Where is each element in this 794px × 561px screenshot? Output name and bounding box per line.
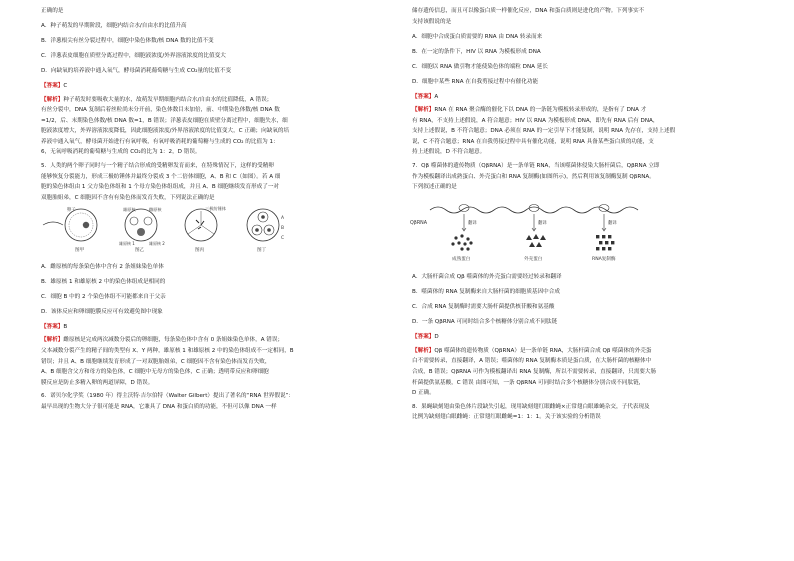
answer-label: 【答案】 <box>41 82 64 89</box>
q7-stem-line: 下列叙述正确的是 <box>412 184 457 191</box>
answer-label: 【答案】 <box>412 93 435 100</box>
pronucleus-shape <box>83 222 89 228</box>
q6-analysis-line <box>412 105 768 116</box>
q6-stem-line: 支持该假说的是 <box>412 18 452 25</box>
label-translate-1: 翻译 <box>468 220 477 226</box>
rna-strand <box>430 207 638 213</box>
q5-analysis-line: 膜反应是防止多精入卵的两道屏障，D 错误。 <box>41 379 154 386</box>
q5-option-d: D．该体反应和卵细胞膜反应可有效避免图中现象 <box>41 308 163 315</box>
q4-analysis-line: 有丝分裂中，DNA 复制后着丝粒尚未分开前，染色体数目未加倍，前、中期染色体数/核 DNA 数 <box>41 107 280 114</box>
q6-answer <box>412 92 768 103</box>
q5-stem-line: 能够恢复分裂能力，形成三极纺锤体并最终分裂成 3 个二倍体细胞，A、B 和 C（如图）。若 A 细 <box>41 173 281 180</box>
q7-option-b: B．噬菌体的 RNA 复制酶来自大肠杆菌的细胞质基因中合成 <box>412 289 560 296</box>
ribosome-shape <box>459 204 469 211</box>
translation-diagram <box>412 196 768 268</box>
fertilization-figure <box>41 205 397 257</box>
answer-value: B <box>63 323 68 330</box>
q6-option-b: B．在一定的条件下，HIV 以 RNA 为模板形成 DNA <box>412 48 541 55</box>
answer-value: D <box>434 334 439 341</box>
label-egg: 卵子 <box>67 208 76 214</box>
q4-analysis-line: 养液中通入氧气，酵母菌开始进行有氧呼吸，有氧呼吸消耗的葡萄糖与生成的 CO₂ 的比值为 1： <box>41 138 279 145</box>
analysis-text: Qβ 噬菌体的遗传物质（QβRNA）是一条单链 RNA，大肠杆菌合成 Qβ 噬菌体的外壳蛋 <box>434 347 652 354</box>
q8-stem-line: 比例为缺刻翅白眼雌蝇：正常翅红眼雌蝇=1：1：1。关于该实验的分析错误 <box>412 414 601 421</box>
q4-stem: 正确的是 <box>41 8 64 14</box>
q7-stem-line: 7．Qβ 噬菌体的遗传物质（QβRNA）是一条单链 RNA，当该噬菌体侵染大肠杆菌后，QβRNA 立即 <box>412 163 660 170</box>
q4-option-c: C．洋葱表皮细胞在质壁分离过程中，细胞液浓度/外界溶液浓度的比值变大 <box>41 52 226 59</box>
right-column <box>412 6 768 423</box>
q6-analysis-line: 支持上述假说，B 不符合题意；DNA 必须在 RNA 的一定引导下才能复制，说明 RNA 先存在，支持上述假 <box>412 128 676 135</box>
analysis-label: 【解析】 <box>412 107 435 114</box>
q4-analysis-line: =1/2，后、末期染色体数/核 DNA 数=1，B 错误；洋葱表皮细胞在质壁分离过程中，细胞失水，细 <box>41 117 288 124</box>
q4-option-b: B．洋葱根尖有丝分裂过程中，细胞中染色体数/核 DNA 数的比值不变 <box>41 37 214 44</box>
q6-option-a: A．细胞中合成蛋白质需要的 RNA 由 DNA 转录而来 <box>412 33 543 40</box>
label-fig-c: 图丙 <box>195 248 205 254</box>
q6-stem-line: 储存遗传信息，而且可以像蛋白质一样催化反应，DNA 和蛋白质则是进化的产物。下列事实不 <box>412 8 645 14</box>
answer-value: C <box>63 82 68 89</box>
answer-label: 【答案】 <box>41 323 64 330</box>
analysis-text: 雌原核是完成两次减数分裂后的卵细胞，每条染色体中含有 0 条姐妹染色单体，A 错误； <box>63 337 284 344</box>
q6-analysis-line: 持上述假说，D 不符合题意。 <box>412 149 486 156</box>
q7-analysis-line: D 正确。 <box>412 390 435 397</box>
ribosome-shape <box>599 204 609 211</box>
label-qbrna: QβRNA <box>410 220 428 226</box>
q7-option-d: D．一条 QβRNA 可同时结合多个核糖体分别合成不同肽链 <box>412 319 558 326</box>
label-translate-3: 翻译 <box>608 220 617 226</box>
analysis-label: 【解析】 <box>41 96 64 103</box>
q7-analysis-line <box>412 346 768 357</box>
q6-option-c: C．细胞以 RNA 做引物才能使染色体的端粒 DNA 延长 <box>412 63 548 70</box>
q6-stem-line: 6．诺贝尔化学奖（1980 年）得主沃特·吉尔伯特（Walter Gilbert）提出了著名的“RNA 世界假说”： <box>41 393 295 400</box>
q5-stem-line: 5．人类的两个卵子同时与一个精子结合形成的受精卵发育而来，在特殊情况下，这样的受精卵 <box>41 163 274 170</box>
left-column <box>41 6 397 413</box>
analysis-text: RNA 在 RNA 聚合酶的催化下以 DNA 的一条链为模板转录形成的，是指有了 DNA 才 <box>434 107 647 114</box>
q7-option-a: A．大肠杆菌合成 Qβ 噬菌体的外壳蛋白需要经过转录和翻译 <box>412 274 562 281</box>
q7-answer <box>412 332 768 343</box>
q4-analysis-line: 6，无氧呼吸消耗的葡萄糖与生成的 CO₂的比为 1：2，D 错误。 <box>41 149 201 156</box>
label-mature-protein: 成熟蛋白 <box>452 256 471 262</box>
q5-option-a: A．雌原核的每条染色体中含有 2 条姐妹染色单体 <box>41 263 164 270</box>
q8-stem-line: 8．果蝇缺刻翅由染色体片段缺失引起，现用缺刻翅红眼雌蝇×正常翅白眼雄蝇杂交，子代表现及 <box>412 403 650 410</box>
label-male-pronucleus: 雄原核 <box>123 207 136 213</box>
q6-option-d: D．细胞中某些 RNA 在自我剪接过程中有催化功能 <box>412 78 539 85</box>
q5-analysis-line: 错误；并且 A、B 细胞继续发育形成了一对双胞胎姐弟，C 细胞因不含有染色体而发育失败， <box>41 358 271 365</box>
label-fig-d: 图丁 <box>257 248 267 254</box>
translation-figure <box>412 196 768 268</box>
q4-option-d: D．向缺氧的培养液中通入氧气，酵母菌消耗葡萄糖与生成 CO₂量的比值不变 <box>41 67 232 74</box>
analysis-text: 种子萌发时要吸收大量的水，故萌发早期细胞内结合水/自由水的比值降低，A 错误； <box>63 96 273 103</box>
q4-option-a: A．种子萌发的早期阶段，细胞内结合水/自由水的比值升高 <box>41 22 187 29</box>
q5-analysis-line: A、B 细胞含父方和母方的染色体，C 细胞中无母方的染色体，C 正确；透明带反应和卵细胞 <box>41 369 269 376</box>
replicase-cluster <box>596 235 614 250</box>
coat-protein-cluster <box>526 234 546 247</box>
egg-cell-shape <box>65 209 97 241</box>
q5-stem-line: 胞的染色体组由 1 父方染色体组和 1 个母方染色体组组成，并且 A、B 细胞继续发育形成了一对 <box>41 184 280 191</box>
q7-analysis-line: 杆菌提供氨基酸，C 错误 由图可知，一条 QβRNA 可同时结合多个核糖体分别合成不同肽链， <box>412 379 645 386</box>
fertilization-diagram <box>41 205 397 257</box>
label-coat-protein: 外壳蛋白 <box>524 256 543 262</box>
q7-analysis-line: 合成，B 错误；QβRNA 可作为模板翻译出 RNA 复制酶，所以不需要转录，直接翻译，只需要大肠 <box>412 368 657 375</box>
answer-label: 【答案】 <box>412 334 435 341</box>
q6-analysis-line: 有 RNA，不支持上述假说，A 符合题意；HIV 以 RNA 为模板形成 DNA，即先有 RNA 后有 DNA， <box>412 117 659 124</box>
q7-option-c: C．合成 RNA 复制酶时需要大肠杆菌提供核苷酸和氨基酸 <box>412 304 555 311</box>
answer-value: A <box>434 93 439 100</box>
label-tripolar: 三极纺锤体 <box>205 206 226 212</box>
label-male-1: 雄原核 1 <box>119 241 135 247</box>
label-male-2: 雄原核 2 <box>149 241 165 247</box>
q5-answer <box>41 322 397 333</box>
analysis-label: 【解析】 <box>412 347 435 354</box>
label-fig-a: 图甲 <box>75 248 85 254</box>
q5-option-b: B．雄原核 1 和雄原核 2 中的染色体组成是相同的 <box>41 278 166 285</box>
q6-stem-line: 最早出现的生物大分子很可能是 RNA，它兼具了 DNA 和蛋白质的功能，不但可以像 DNA 一样 <box>41 403 277 410</box>
label-translate-2: 翻译 <box>538 220 547 226</box>
q5-analysis-line: 父本减数分裂产生的精子间的类型有 X、Y 两种，雄原核 1 和雄原核 2 中的染色体组成不一定相同，B <box>41 347 294 354</box>
q4-analysis-line: 胞液浓度增大，外界溶液浓度降低，因此细胞液浓度/外界溶液浓度的比值变大，C 正确；向缺氧的培 <box>41 128 290 135</box>
label-replicase: RNA复制酶 <box>592 256 616 262</box>
q5-analysis-line <box>41 335 397 346</box>
q7-analysis-line: 白不需要转录，直接翻译，A 错误；噬菌体的 RNA 复制酶本质是蛋白质，在大肠杆菌的核糖体中 <box>412 358 652 365</box>
label-female-pronucleus: 雌原核 <box>149 207 162 213</box>
analysis-label: 【解析】 <box>41 337 64 344</box>
q7-stem-line: 作为模板翻译出成熟蛋白、外壳蛋白和 RNA 复制酶(如图所示)，然后利用该复制酶复制 QβRNA。 <box>412 173 655 180</box>
label-cell-a: A <box>281 216 285 222</box>
label-cell-c: C <box>281 236 285 242</box>
label-fig-b: 图乙 <box>135 248 145 254</box>
label-cell-b: B <box>281 226 285 232</box>
q4-answer <box>41 81 397 92</box>
q5-stem-line: 双胞胎姐弟，C 细胞因不含有有染色体而发育失败，下列说法正确的是 <box>41 194 215 201</box>
q5-option-c: C．细胞 B 中的 2 个染色体组不可能都来自于父亲 <box>41 293 166 300</box>
q4-analysis-line <box>41 95 397 106</box>
mature-protein-cluster <box>451 234 472 250</box>
q6-analysis-line: 说，C 不符合题意；RNA 在自我剪接过程中具有催化功能，说明 RNA 具备某些蛋白质的功能，支 <box>412 138 654 145</box>
